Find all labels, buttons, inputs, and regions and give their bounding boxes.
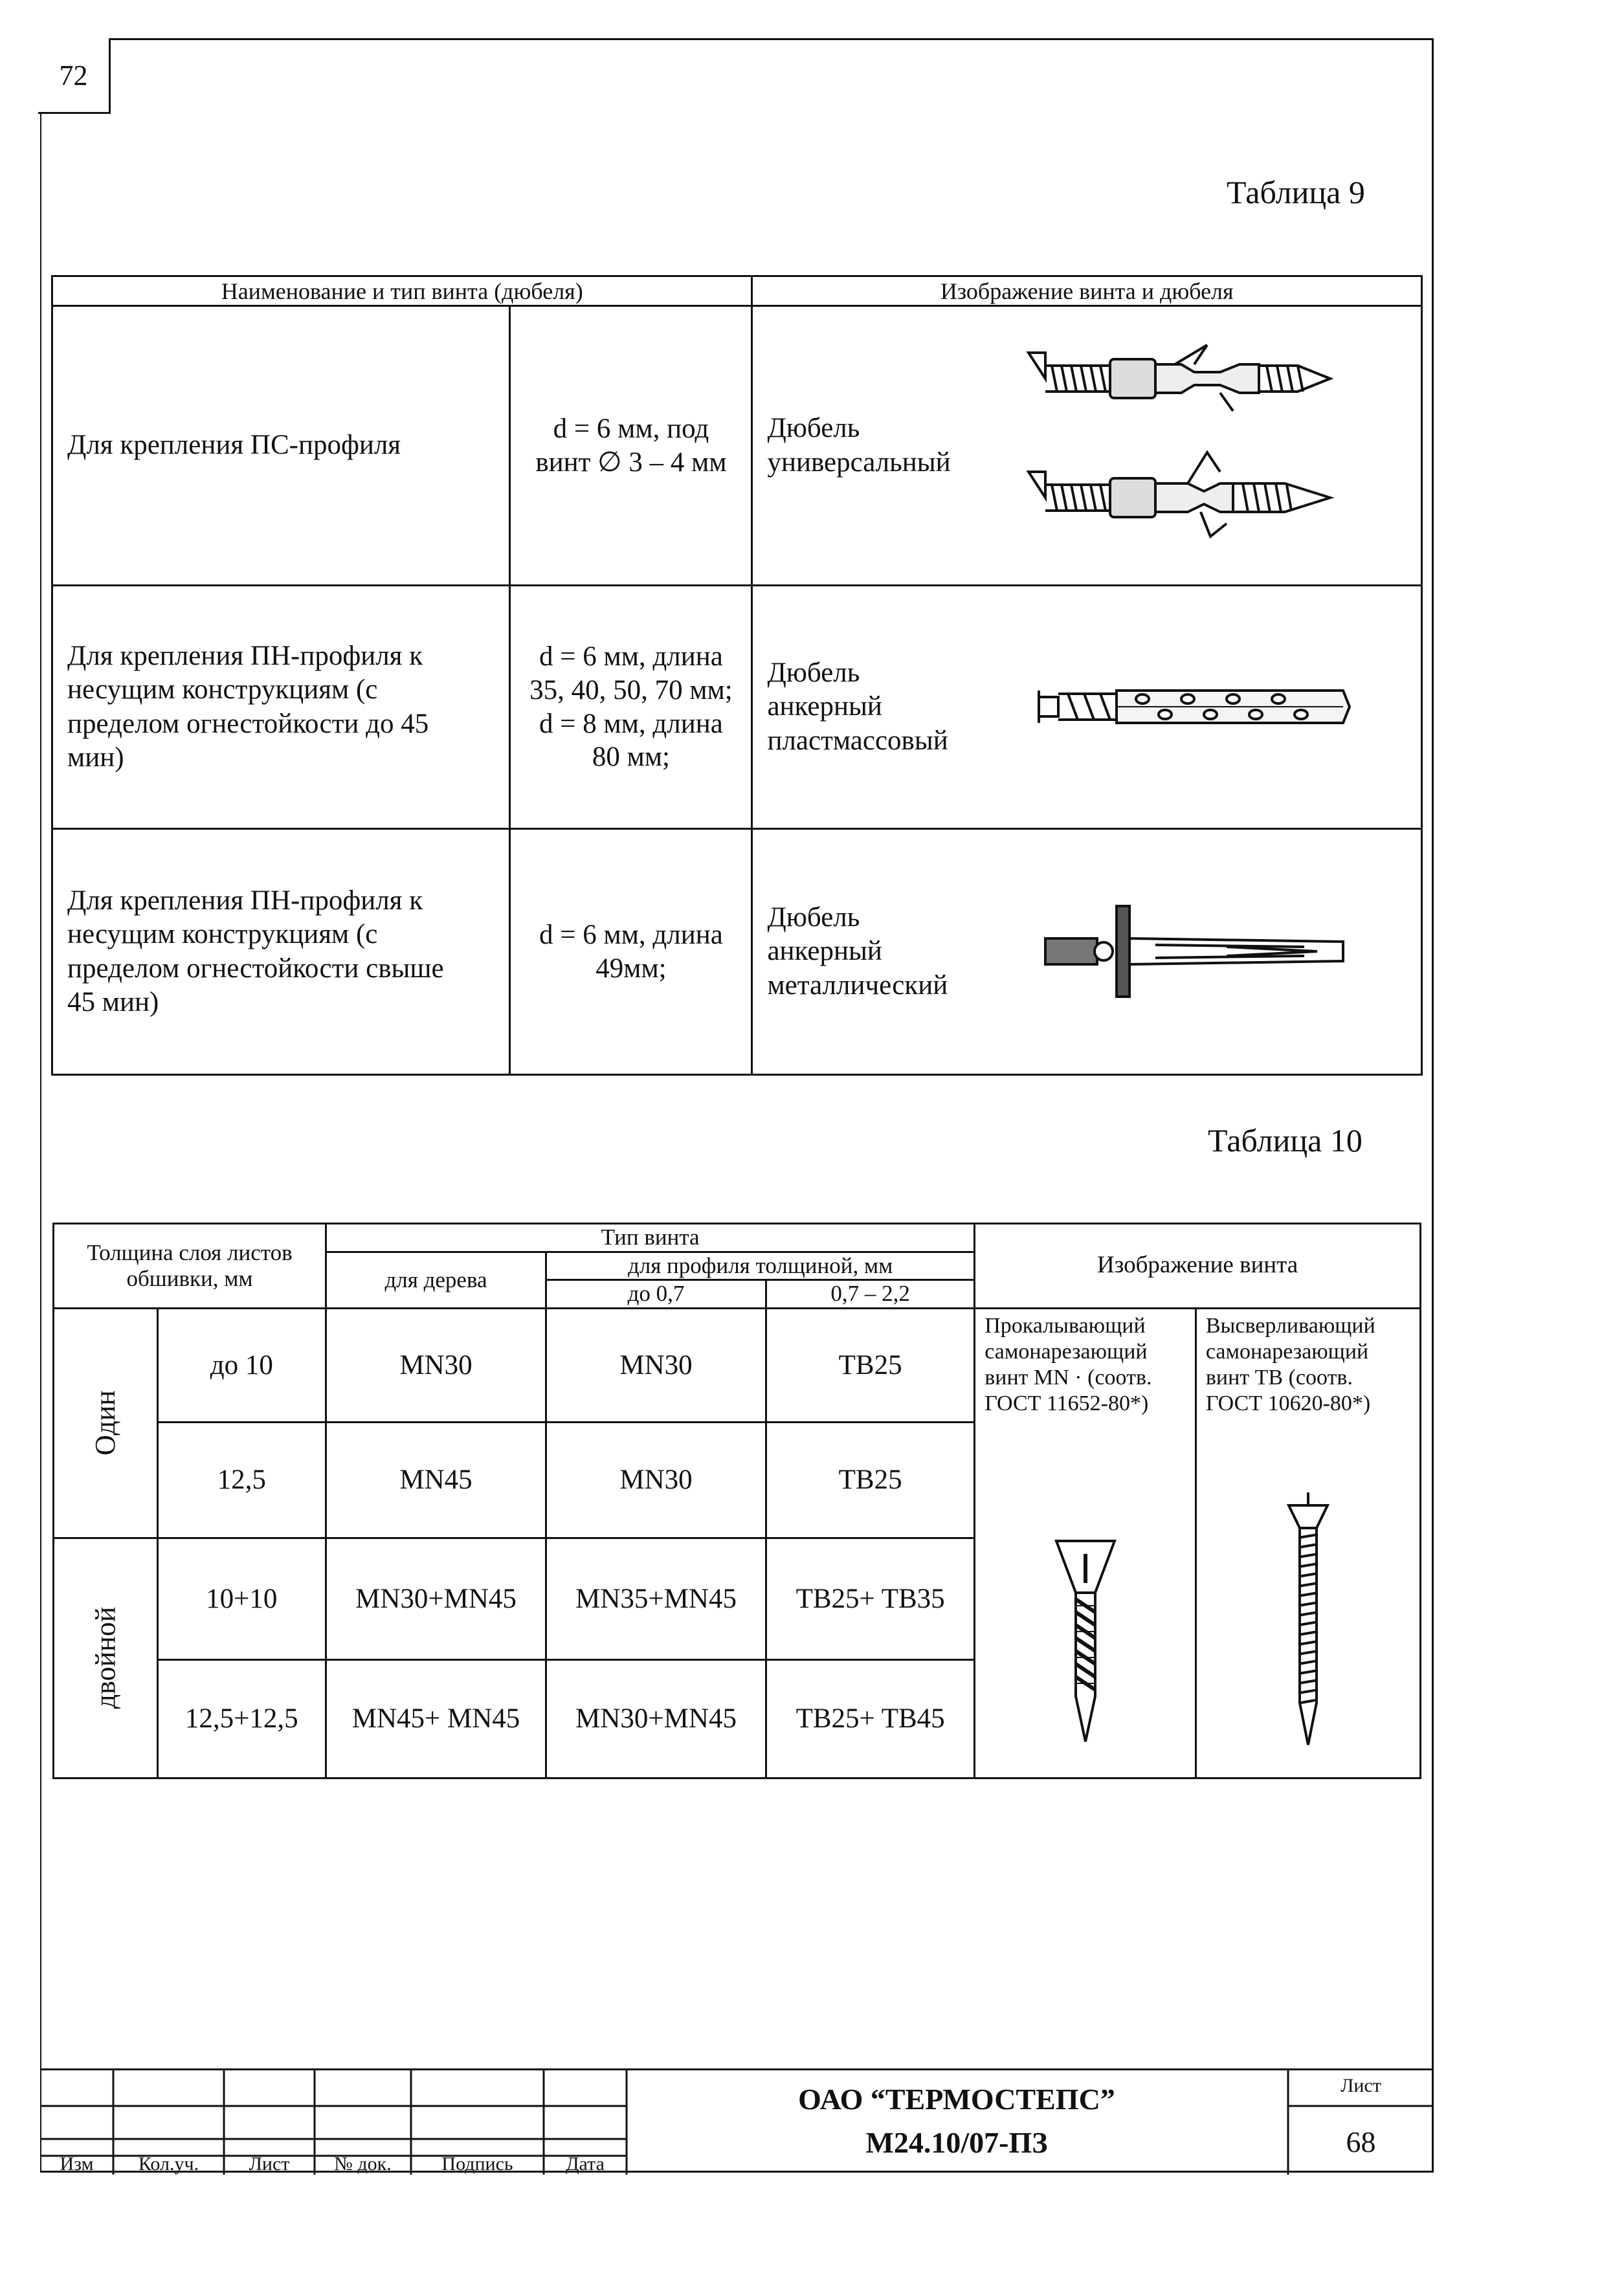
table10-header-thickness: Толщина слоя листов обшивки, мм <box>54 1224 326 1309</box>
table10-thickness: до 10 <box>157 1308 326 1422</box>
title-block-col-label: Подпись <box>441 2153 513 2175</box>
table10-screw-desc-tb: Высверливающий самонарезающий винт TB (соотв. ГОСТ 10620-80*) <box>1196 1308 1420 1422</box>
table9-dowel <box>752 306 1422 586</box>
table9-caption: Таблица 9 <box>1227 174 1365 210</box>
table9-dowel-name: Дюбель анкерный пластмассовый <box>767 657 948 756</box>
table10-caption: Таблица 10 <box>1208 1122 1363 1158</box>
table9-size: d = 6 мм, длина 35, 40, 50, 70 мм; d = 8 мм, длина 80 мм; <box>510 586 752 829</box>
drilling-screw-tb-icon <box>1279 1489 1337 1748</box>
table10-profile-22: TB25 <box>766 1422 975 1538</box>
table10-screw-image-mn <box>975 1422 1196 1778</box>
organization-block <box>627 2078 1287 2164</box>
page-number: 72 <box>38 38 111 114</box>
table9-size: d = 6 мм, под винт ∅ 3 – 4 мм <box>510 306 752 586</box>
title-block-col-label: № док. <box>334 2153 392 2175</box>
universal-dowel-icon <box>1026 340 1337 417</box>
sheet-label: Лист <box>1340 2075 1381 2096</box>
title-block-col-label: Изм <box>60 2153 94 2175</box>
metal-anchor-dowel-icon <box>1032 903 1356 1000</box>
table-row <box>52 586 1422 829</box>
table10-group-label: двойной <box>54 1538 158 1778</box>
table10-header-image: Изображение винта <box>975 1224 1421 1309</box>
table10-profile-22: TB25+ TB45 <box>766 1659 975 1778</box>
document-code: М24.10/07-ПЗ <box>865 2125 1048 2159</box>
table9-dowel-name: Дюбель универсальный <box>767 413 951 478</box>
table9-dowel-name: Дюбель анкерный металлический <box>767 902 948 1001</box>
table10-wood: MN30 <box>326 1308 546 1422</box>
table9-header-image: Изображение винта и дюбеля <box>752 276 1422 306</box>
table10-profile-07: MN30 <box>546 1422 766 1538</box>
table10-header-for-wood: для дерева <box>326 1252 546 1309</box>
organization-name: ОАО “ТЕРМОСТЕПС” <box>798 2083 1115 2116</box>
table10-thickness: 10+10 <box>157 1538 326 1659</box>
table9-purpose: Для крепления ПН-профиля к несущим конструкциям (с пределом огнестойкости свыше 45 мин) <box>52 829 510 1075</box>
table10-profile-22: TB25 <box>766 1308 975 1422</box>
table10-header-upto-07: до 0,7 <box>546 1280 766 1308</box>
table10-wood: MN30+MN45 <box>326 1538 546 1659</box>
table9 <box>51 275 1423 1076</box>
table10-header-screw-type: Тип винта <box>326 1224 975 1252</box>
table9-dowel <box>752 829 1422 1075</box>
title-block-col-label: Кол.уч. <box>138 2153 199 2175</box>
table10-profile-22: TB25+ TB35 <box>766 1538 975 1659</box>
sheet-number: 68 <box>1346 2125 1376 2158</box>
table10-wood: MN45 <box>326 1422 546 1538</box>
table-row <box>54 1422 1421 1538</box>
table9-dowel <box>752 586 1422 829</box>
table10-group-label: Один <box>54 1308 158 1538</box>
table10-screw-desc-mn: Прокалывающий самонарезающий винт MN · (соотв. ГОСТ 11652-80*) <box>975 1308 1196 1422</box>
table10-profile-07: MN30+MN45 <box>546 1659 766 1778</box>
table10-wood: MN45+ MN45 <box>326 1659 546 1778</box>
table10-header-for-profile: для профиля толщиной, мм <box>546 1252 975 1280</box>
table9-purpose: Для крепления ПС-профиля <box>52 306 510 586</box>
table10-profile-07: MN30 <box>546 1308 766 1422</box>
table10 <box>52 1223 1421 1779</box>
table-row <box>54 1308 1421 1422</box>
table10-thickness: 12,5 <box>157 1422 326 1538</box>
table9-size: d = 6 мм, длина 49мм; <box>510 829 752 1075</box>
table10-screw-image-tb <box>1196 1422 1420 1778</box>
table9-purpose: Для крепления ПН-профиля к несущим конструкциям (с пределом огнестойкости до 45 мин) <box>52 586 510 829</box>
title-block-col-label: Лист <box>249 2153 290 2175</box>
table10-profile-07: MN35+MN45 <box>546 1538 766 1659</box>
plastic-anchor-dowel-icon <box>1032 678 1356 736</box>
universal-dowel-screw-icon <box>1026 446 1337 543</box>
table-row <box>52 829 1422 1075</box>
piercing-screw-mn-icon <box>1050 1534 1121 1748</box>
table-row <box>52 306 1422 586</box>
table9-header-name-type: Наименование и тип винта (дюбеля) <box>52 276 752 306</box>
table10-thickness: 12,5+12,5 <box>157 1659 326 1778</box>
table10-header-07-22: 0,7 – 2,2 <box>766 1280 975 1308</box>
title-block-col-label: Дата <box>566 2153 605 2175</box>
